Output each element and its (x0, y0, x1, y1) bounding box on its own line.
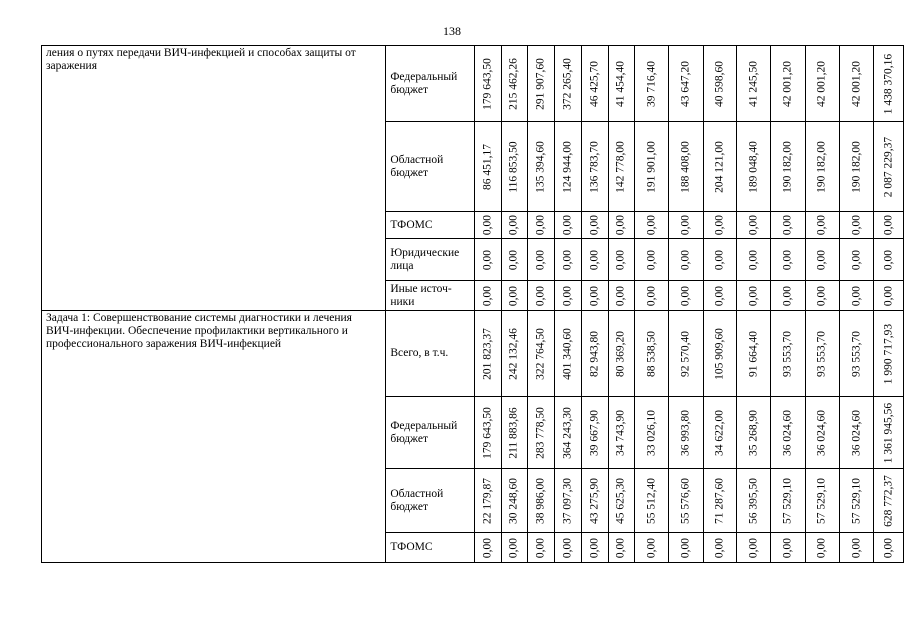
value-text: 36 024,60 (815, 409, 828, 456)
funding-source-label: Федеральный бюджет (386, 46, 475, 122)
value-cell (528, 311, 554, 397)
value-cell (554, 281, 581, 311)
value-text: 55 512,40 (645, 477, 658, 524)
value-text: 39 667,90 (588, 409, 601, 456)
value-text: 322 764,50 (534, 327, 547, 380)
value-cell (501, 46, 527, 122)
value-text: 57 529,10 (781, 477, 794, 524)
value-text: 39 716,40 (645, 60, 658, 107)
value-cell (669, 533, 703, 563)
value-cell (582, 311, 608, 397)
value-cell (554, 239, 581, 281)
value-text: 57 529,10 (850, 477, 863, 524)
value-text: 0,00 (781, 249, 794, 270)
value-cell (475, 122, 501, 212)
value-text: 0,00 (588, 249, 601, 270)
value-text: 0,00 (561, 285, 574, 306)
value-text: 0,00 (481, 249, 494, 270)
value-cell (635, 46, 669, 122)
value-cell (582, 239, 608, 281)
value-cell (771, 122, 805, 212)
value-cell (669, 397, 703, 469)
value-cell (554, 397, 581, 469)
value-text: 40 598,60 (713, 60, 726, 107)
value-cell (475, 397, 501, 469)
value-text: 43 647,20 (679, 60, 692, 107)
value-cell (874, 397, 904, 469)
funding-source-label: Областной бюджет (386, 122, 475, 212)
value-cell (475, 239, 501, 281)
funding-source-label: Федеральный бюджет (386, 397, 475, 469)
value-cell (582, 46, 608, 122)
value-cell (528, 469, 554, 533)
value-text: 80 369,20 (614, 330, 627, 377)
value-cell (737, 533, 771, 563)
value-cell (501, 469, 527, 533)
value-cell (608, 469, 634, 533)
value-text: 0,00 (645, 537, 658, 558)
value-text: 401 340,60 (561, 327, 574, 380)
value-text: 190 182,00 (815, 140, 828, 193)
value-text: 124 944,00 (561, 140, 574, 193)
value-text: 43 275,90 (588, 477, 601, 524)
value-text: 0,00 (815, 214, 828, 236)
value-text: 0,00 (507, 214, 520, 236)
value-cell (554, 46, 581, 122)
value-cell (805, 311, 839, 397)
value-text: 0,00 (850, 537, 863, 558)
value-text: 0,00 (882, 249, 895, 270)
value-cell (635, 239, 669, 281)
value-cell (703, 281, 736, 311)
value-text: 0,00 (614, 537, 627, 558)
value-text: 0,00 (815, 285, 828, 306)
value-text: 0,00 (507, 285, 520, 306)
value-cell (771, 469, 805, 533)
value-cell (582, 281, 608, 311)
value-cell (582, 122, 608, 212)
value-text: 45 625,30 (614, 477, 627, 524)
funding-source-label: Всего, в т.ч. (386, 311, 475, 397)
value-cell (874, 281, 904, 311)
value-text: 82 943,80 (588, 330, 601, 377)
value-cell (703, 469, 736, 533)
value-text: 0,00 (645, 214, 658, 236)
table-row (42, 46, 904, 122)
value-cell (475, 311, 501, 397)
value-text: 0,00 (815, 537, 828, 558)
value-cell (635, 122, 669, 212)
value-cell (501, 533, 527, 563)
value-cell (737, 122, 771, 212)
value-text: 1 438 370,16 (882, 53, 895, 114)
value-cell (528, 122, 554, 212)
value-text: 0,00 (588, 285, 601, 306)
value-cell (554, 311, 581, 397)
value-cell (608, 212, 634, 239)
value-text: 135 394,60 (534, 140, 547, 193)
table-row (42, 311, 904, 397)
value-cell (528, 212, 554, 239)
value-text: 0,00 (882, 285, 895, 306)
value-text: 0,00 (534, 214, 547, 236)
value-cell (528, 239, 554, 281)
value-cell (805, 281, 839, 311)
value-text: 191 901,00 (645, 140, 658, 193)
value-cell (874, 533, 904, 563)
value-cell (582, 533, 608, 563)
value-cell (582, 212, 608, 239)
value-cell (805, 533, 839, 563)
value-cell (501, 239, 527, 281)
value-text: 0,00 (747, 537, 760, 558)
value-text: 0,00 (534, 537, 547, 558)
value-cell (874, 311, 904, 397)
value-text: 0,00 (713, 214, 726, 236)
block-description: ления о путях передачи ВИЧ-инфекцией и способах защиты от заражения (42, 46, 386, 311)
value-text: 93 553,70 (850, 330, 863, 377)
value-text: 88 538,50 (645, 330, 658, 377)
value-cell (582, 469, 608, 533)
value-text: 0,00 (882, 214, 895, 236)
funding-source-label: Областной бюджет (386, 469, 475, 533)
value-cell (771, 239, 805, 281)
value-cell (805, 239, 839, 281)
value-text: 0,00 (481, 537, 494, 558)
value-text: 0,00 (781, 537, 794, 558)
value-cell (554, 469, 581, 533)
value-cell (669, 122, 703, 212)
value-text: 242 132,46 (507, 327, 520, 380)
value-cell (840, 533, 874, 563)
value-text: 36 024,60 (781, 409, 794, 456)
value-cell (475, 46, 501, 122)
value-cell (582, 397, 608, 469)
value-text: 0,00 (614, 214, 627, 236)
value-text: 0,00 (850, 214, 863, 236)
value-cell (703, 212, 736, 239)
value-cell (703, 311, 736, 397)
value-text: 93 553,70 (781, 330, 794, 377)
value-cell (840, 122, 874, 212)
value-text: 0,00 (781, 285, 794, 306)
value-cell (737, 281, 771, 311)
value-text: 0,00 (679, 249, 692, 270)
value-cell (475, 281, 501, 311)
value-text: 291 907,60 (534, 57, 547, 110)
value-cell (608, 533, 634, 563)
value-cell (554, 122, 581, 212)
value-text: 42 001,20 (815, 60, 828, 107)
value-text: 0,00 (481, 285, 494, 306)
value-text: 0,00 (534, 249, 547, 270)
value-text: 0,00 (747, 249, 760, 270)
value-text: 42 001,20 (850, 60, 863, 107)
value-cell (608, 46, 634, 122)
value-cell (840, 397, 874, 469)
value-text: 0,00 (882, 537, 895, 558)
value-text: 37 097,30 (561, 477, 574, 524)
value-text: 189 048,40 (747, 140, 760, 193)
value-text: 91 664,40 (747, 330, 760, 377)
value-cell (669, 281, 703, 311)
value-text: 38 986,00 (534, 477, 547, 524)
value-text: 372 265,40 (561, 57, 574, 110)
value-cell (874, 469, 904, 533)
value-cell (703, 122, 736, 212)
value-text: 628 772,37 (882, 474, 895, 527)
value-text: 36 024,60 (850, 409, 863, 456)
value-cell (840, 46, 874, 122)
value-cell (608, 239, 634, 281)
value-cell (635, 469, 669, 533)
value-cell (608, 311, 634, 397)
value-cell (475, 212, 501, 239)
value-text: 0,00 (507, 537, 520, 558)
value-cell (608, 122, 634, 212)
value-cell (635, 397, 669, 469)
value-cell (501, 311, 527, 397)
value-cell (669, 311, 703, 397)
value-cell (554, 212, 581, 239)
value-text: 0,00 (815, 249, 828, 270)
value-cell (874, 212, 904, 239)
value-cell (771, 397, 805, 469)
value-cell (874, 46, 904, 122)
value-cell (669, 469, 703, 533)
value-text: 0,00 (561, 214, 574, 236)
value-text: 0,00 (747, 214, 760, 236)
block-description: Задача 1: Совершенствование системы диагностики и лечения ВИЧ-инфекции. Обеспечение профилактики вертикального и профессионального заражения ВИЧ-инфекцией (42, 311, 386, 563)
value-text: 0,00 (645, 285, 658, 306)
value-cell (840, 469, 874, 533)
value-text: 35 268,90 (747, 409, 760, 456)
value-text: 179 643,50 (481, 406, 494, 459)
value-cell (475, 533, 501, 563)
value-cell (737, 212, 771, 239)
value-text: 0,00 (679, 285, 692, 306)
value-cell (528, 281, 554, 311)
value-cell (874, 239, 904, 281)
value-text: 0,00 (645, 249, 658, 270)
value-text: 0,00 (614, 249, 627, 270)
value-text: 41 245,50 (747, 60, 760, 107)
value-cell (501, 281, 527, 311)
value-text: 92 570,40 (679, 330, 692, 377)
value-cell (737, 239, 771, 281)
value-text: 0,00 (679, 214, 692, 236)
value-cell (840, 281, 874, 311)
value-text: 190 182,00 (850, 140, 863, 193)
value-cell (635, 212, 669, 239)
value-cell (737, 46, 771, 122)
value-text: 2 087 229,37 (882, 136, 895, 197)
value-cell (608, 281, 634, 311)
value-text: 0,00 (679, 537, 692, 558)
value-text: 34 622,00 (713, 409, 726, 456)
value-cell (771, 311, 805, 397)
value-text: 0,00 (588, 214, 601, 236)
value-text: 0,00 (614, 285, 627, 306)
value-text: 33 026,10 (645, 409, 658, 456)
value-text: 0,00 (561, 537, 574, 558)
value-text: 179 643,50 (481, 57, 494, 110)
value-text: 142 778,00 (614, 140, 627, 193)
value-text: 46 425,70 (588, 60, 601, 107)
value-cell (771, 212, 805, 239)
value-cell (669, 239, 703, 281)
value-text: 36 993,80 (679, 409, 692, 456)
value-cell (840, 212, 874, 239)
value-text: 116 853,50 (507, 140, 520, 193)
value-cell (669, 212, 703, 239)
value-cell (528, 533, 554, 563)
value-text: 0,00 (747, 285, 760, 306)
value-cell (669, 46, 703, 122)
value-cell (501, 397, 527, 469)
value-cell (771, 46, 805, 122)
value-cell (475, 469, 501, 533)
funding-source-label: ТФОМС (386, 212, 475, 239)
funding-source-label: Юридические лица (386, 239, 475, 281)
value-text: 0,00 (713, 537, 726, 558)
value-cell (554, 533, 581, 563)
value-text: 0,00 (850, 249, 863, 270)
value-cell (703, 46, 736, 122)
value-text: 42 001,20 (781, 60, 794, 107)
value-cell (771, 281, 805, 311)
value-text: 0,00 (781, 214, 794, 236)
value-cell (703, 239, 736, 281)
value-cell (805, 397, 839, 469)
value-text: 0,00 (850, 285, 863, 306)
value-text: 204 121,00 (713, 140, 726, 193)
funding-source-label: ТФОМС (386, 533, 475, 563)
value-text: 57 529,10 (815, 477, 828, 524)
value-cell (840, 311, 874, 397)
value-cell (840, 239, 874, 281)
funding-source-label: Иные источ-ники (386, 281, 475, 311)
value-cell (703, 397, 736, 469)
value-text: 22 179,87 (481, 477, 494, 524)
value-text: 34 743,90 (614, 409, 627, 456)
value-cell (501, 212, 527, 239)
value-text: 364 243,30 (561, 406, 574, 459)
value-cell (608, 397, 634, 469)
budget-table (41, 45, 904, 563)
value-text: 0,00 (534, 285, 547, 306)
value-cell (874, 122, 904, 212)
value-cell (737, 469, 771, 533)
value-text: 0,00 (561, 249, 574, 270)
value-text: 0,00 (713, 249, 726, 270)
value-text: 71 287,60 (713, 477, 726, 524)
value-cell (635, 281, 669, 311)
value-cell (528, 397, 554, 469)
value-cell (805, 469, 839, 533)
value-text: 0,00 (481, 214, 494, 236)
value-text: 0,00 (588, 537, 601, 558)
value-text: 1 990 717,93 (882, 323, 895, 384)
value-cell (737, 311, 771, 397)
value-text: 190 182,00 (781, 140, 794, 193)
value-cell (737, 397, 771, 469)
value-cell (805, 212, 839, 239)
value-text: 201 823,37 (481, 327, 494, 380)
value-cell (635, 311, 669, 397)
value-text: 41 454,40 (614, 60, 627, 107)
value-cell (635, 533, 669, 563)
value-cell (703, 533, 736, 563)
value-text: 0,00 (713, 285, 726, 306)
value-text: 56 395,50 (747, 477, 760, 524)
value-text: 0,00 (507, 249, 520, 270)
value-text: 86 451,17 (481, 143, 494, 190)
value-cell (771, 533, 805, 563)
value-text: 93 553,70 (815, 330, 828, 377)
value-cell (805, 46, 839, 122)
value-cell (528, 46, 554, 122)
value-text: 136 783,70 (588, 140, 601, 193)
value-text: 188 408,00 (679, 140, 692, 193)
value-cell (501, 122, 527, 212)
value-text: 1 361 945,56 (882, 402, 895, 463)
value-text: 105 909,60 (713, 327, 726, 380)
page-number: 138 (443, 24, 461, 38)
value-text: 211 883,86 (507, 406, 520, 459)
value-text: 283 778,50 (534, 406, 547, 459)
value-text: 30 248,60 (507, 477, 520, 524)
value-cell (805, 122, 839, 212)
value-text: 215 462,26 (507, 57, 520, 110)
value-text: 55 576,60 (679, 477, 692, 524)
